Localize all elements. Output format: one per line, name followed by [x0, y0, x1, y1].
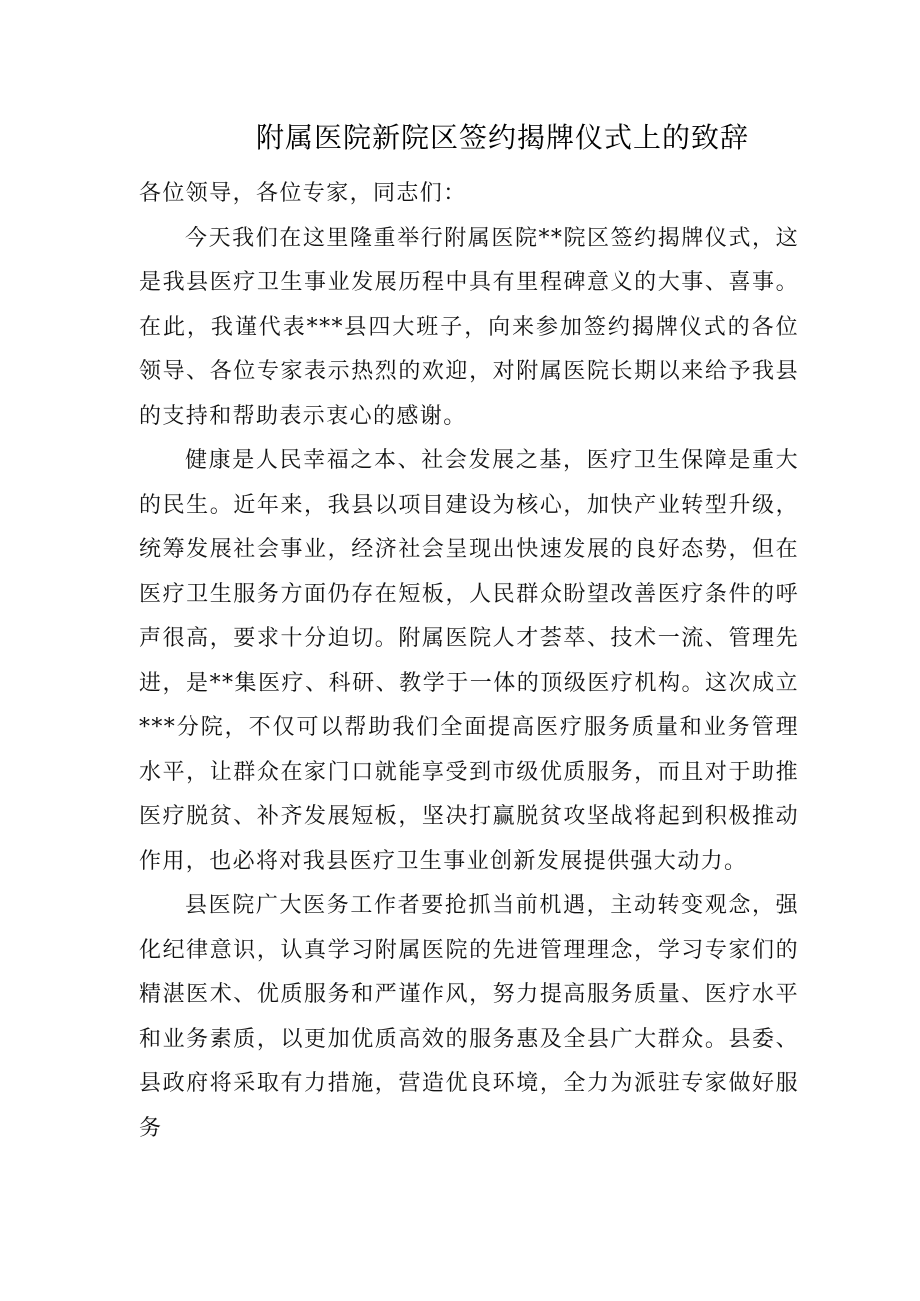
paragraph-hospital-staff: 县医院广大医务工作者要抢抓当前机遇，主动转变观念，强化纪律意识，认真学习附属医院的先进管理理念，学习专家们的精湛医术、优质服务和严谨作风，努力提高服务质量、医疗水平和业务素质，以更加优质高效的服务惠及全县广大群众。县委、县政府将采取有力措施，营造优良环境，全力为派驻专家做好服务	[139, 893, 799, 1141]
document-body	[139, 172, 799, 1151]
paragraph-welcome: 今天我们在这里隆重举行附属医院**院区签约揭牌仪式，这是我县医疗卫生事业发展历程中具有里程碑意义的大事、喜事。在此，我谨代表***县四大班子，向来参加签约揭牌仪式的各位领导、各位专家表示热烈的欢迎，对附属医院长期以来给予我县的支持和帮助表示衷心的感谢。	[139, 225, 799, 429]
salutation: 各位领导，各位专家，同志们：	[139, 181, 467, 206]
paragraph-health: 健康是人民幸福之本、社会发展之基，医疗卫生保障是重大的民生。近年来，我县以项目建设为核心，加快产业转型升级，统筹发展社会事业，经济社会呈现出快速发展的良好态势，但在医疗卫生服务方面仍存在短板，人民群众盼望改善医疗条件的呼声很高，要求十分迫切。附属医院人才荟萃、技术一流、管理先进，是**集医疗、科研、教学于一体的顶级医疗机构。这次成立***分院，不仅可以帮助我们全面提高医疗服务质量和业务管理水平，让群众在家门口就能享受到市级优质服务，而且对于助推医疗脱贫、补齐发展短板，坚决打赢脱贫攻坚战将起到积极推动作用，也必将对我县医疗卫生事业创新发展提供强大动力。	[139, 448, 799, 874]
document-title: 附属医院新院区签约揭牌仪式上的致辞	[256, 121, 750, 154]
